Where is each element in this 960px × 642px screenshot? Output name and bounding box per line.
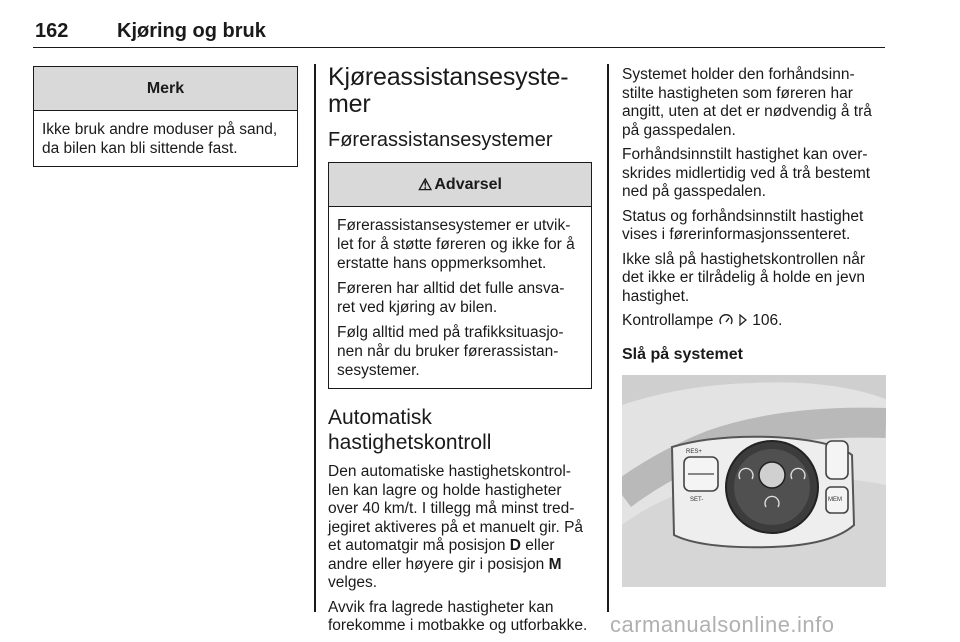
body-paragraph: Systemet holder den forhåndsinn- stilte hastigheten som føreren har angitt, uten at det er nødvendig å trå på gasspedalen. (622, 66, 872, 139)
gear-d: D (509, 537, 521, 554)
cruise-control-icon (718, 312, 738, 329)
body-paragraph: Status og forhåndsinnstilt hastighet vises i førerinformasjonssenteret. (622, 207, 864, 243)
column-right (622, 66, 886, 587)
section-subtitle: Førerassistansesystemer (328, 129, 553, 151)
chapter-title: Kjøring og bruk (117, 20, 266, 42)
cruise-heading: Automatisk hastighetskontroll (328, 406, 492, 454)
column-divider (314, 64, 316, 612)
gear-m: M (548, 555, 562, 573)
warning-paragraph: Følg alltid med på trafikksituasjo- nen når du bruker førerassistan- sesystemer. (337, 324, 564, 379)
warning-triangle-icon: ⚠ (418, 176, 433, 194)
body-paragraph: Ikke slå på hastighetskontrollen når det ikke er tilrådelig å holde en jevn hastighet. (622, 250, 865, 305)
mem-label: MEM (828, 496, 842, 503)
steering-wheel-controls-figure (622, 375, 886, 587)
column-middle (328, 60, 592, 642)
note-title: Merk (34, 67, 297, 111)
page-reference-arrow-icon (738, 312, 752, 329)
set-label: SET- (690, 496, 704, 503)
note-box (33, 66, 298, 167)
column-divider (607, 64, 609, 612)
warning-title: ⚠ Advarsel (329, 163, 591, 207)
section-title: Kjøreassistansesyste- mer (328, 63, 569, 118)
warning-paragraph: Førerassistansesystemer er utvik- let for å støtte føreren og ikke for å erstatte hans oppmerksomhet. (337, 217, 575, 272)
indicator-reference: Kontrollampe 106. (622, 312, 783, 329)
cruise-paragraph: Den automatiske hastighetskontrol- len kan lagre og holde hastigheter over 40 km/t. I tillegg må minst tred- jegiret aktiveres på et manuelt gir. På et automatgir må posisjon D eller andre eller høyere gir i posisjon M velges. (328, 463, 584, 591)
page-number: 162 (35, 20, 69, 42)
subheading: Slå på systemet (622, 345, 743, 363)
watermark: carmanualsonline.info (610, 612, 835, 637)
page-header (33, 4, 885, 48)
warning-box (328, 162, 592, 389)
res-label: RES+ (686, 448, 702, 455)
column-left (33, 60, 298, 167)
cruise-paragraph: Avvik fra lagrede hastigheter kan forekomme i motbakke og utforbakke. (328, 598, 588, 634)
warning-paragraph: Føreren har alltid det fulle ansva- ret ved kjøring av bilen. (337, 280, 565, 316)
note-text: Ikke bruk andre moduser på sand, da bilen kan bli sittende fast. (42, 121, 278, 157)
body-paragraph: Forhåndsinnstilt hastighet kan over- skrides midlertidig ved å trå bestemt ned på gasspedalen. (622, 146, 871, 200)
